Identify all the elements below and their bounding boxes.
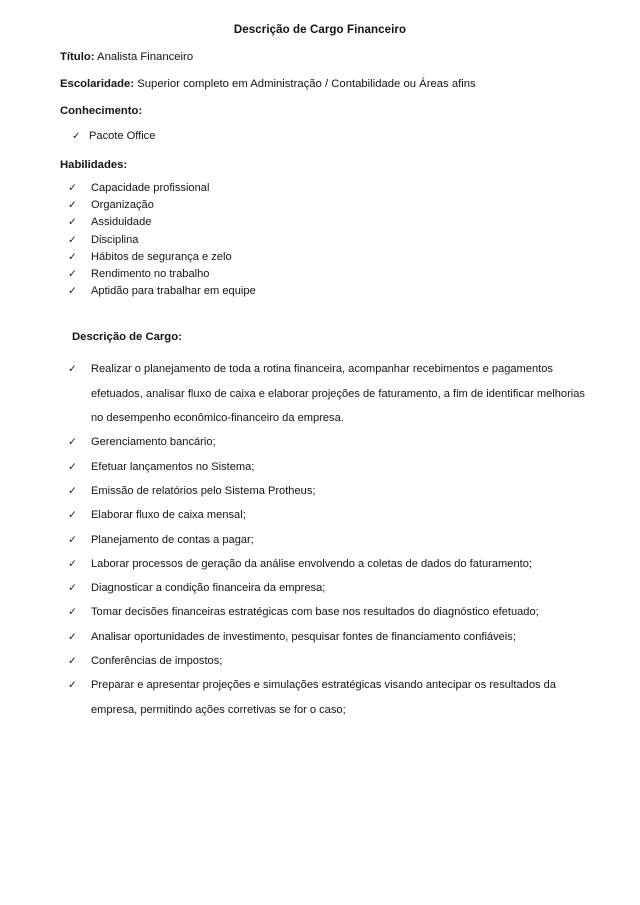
list-item bbox=[68, 430, 585, 454]
list-item-label: Pacote Office bbox=[89, 130, 156, 142]
list-item-label: Emissão de relatórios pelo Sistema Protheus; bbox=[91, 484, 316, 497]
list-item bbox=[72, 128, 640, 145]
job-description-list bbox=[0, 357, 640, 721]
field-titulo bbox=[60, 51, 640, 63]
list-item-label: Realizar o planejamento de toda a rotina financeira, acompanhar recebimentos e pagamentos efetuados, analisar fluxo de caixa e elaborar projeções de faturamento, a fim de identificar melhorias no desempenho econômico-financeiro da empresa. bbox=[91, 363, 585, 425]
checkmark-icon: ✓ bbox=[68, 285, 77, 298]
section-heading-descricao-de-cargo: Descrição de Cargo: bbox=[72, 331, 182, 344]
skills-list bbox=[0, 180, 640, 300]
checkmark-icon: ✓ bbox=[68, 606, 77, 619]
list-item bbox=[68, 600, 585, 624]
list-item-label: Conferências de impostos; bbox=[91, 654, 223, 667]
list-item bbox=[68, 455, 585, 479]
list-item-label: Organização bbox=[91, 199, 154, 212]
list-item bbox=[68, 479, 585, 503]
list-item bbox=[68, 197, 640, 214]
checkmark-icon: ✓ bbox=[68, 363, 77, 376]
list-item-label: Analisar oportunidades de investimento, pesquisar fontes de financiamento confiáveis; bbox=[91, 630, 516, 643]
list-item-label: Rendimento no trabalho bbox=[91, 268, 210, 281]
checkmark-icon: ✓ bbox=[68, 216, 77, 229]
checkmark-icon: ✓ bbox=[68, 484, 77, 497]
checkmark-icon: ✓ bbox=[68, 509, 77, 522]
list-item bbox=[68, 283, 640, 300]
section-heading-habilidades: Habilidades: bbox=[60, 159, 128, 171]
checkmark-icon: ✓ bbox=[68, 182, 77, 194]
list-item-label: Elaborar fluxo de caixa mensal; bbox=[91, 509, 246, 522]
list-item bbox=[68, 552, 585, 576]
section-heading-conhecimento: Conhecimento: bbox=[60, 105, 143, 117]
checkmark-icon: ✓ bbox=[68, 233, 77, 246]
list-item-label: Efetuar lançamentos no Sistema; bbox=[91, 460, 255, 473]
checkmark-icon: ✓ bbox=[68, 679, 77, 692]
field-escolaridade bbox=[60, 78, 640, 90]
list-item-label: Hábitos de segurança e zelo bbox=[91, 250, 232, 263]
field-escolaridade-value: Superior completo em Administração / Contabilidade ou Áreas afins bbox=[134, 78, 476, 90]
checkmark-icon: ✓ bbox=[68, 250, 77, 263]
list-item bbox=[68, 503, 585, 527]
checkmark-icon: ✓ bbox=[68, 654, 77, 667]
checkmark-icon: ✓ bbox=[68, 436, 77, 449]
list-item-label: Tomar decisões financeiras estratégicas com base nos resultados do diagnóstico efetuado; bbox=[91, 606, 539, 619]
checkmark-icon: ✓ bbox=[68, 460, 77, 473]
checkmark-icon: ✓ bbox=[68, 582, 77, 595]
checkmark-icon: ✓ bbox=[68, 630, 77, 643]
list-item-label: Laborar processos de geração da análise envolvendo a coletas de dados do faturamento; bbox=[91, 557, 532, 570]
list-item-label: Disciplina bbox=[91, 233, 139, 246]
list-item bbox=[68, 266, 640, 283]
list-item bbox=[68, 180, 640, 197]
list-item bbox=[68, 625, 585, 649]
list-item-label: Gerenciamento bancário; bbox=[91, 436, 216, 449]
list-item-label: Planejamento de contas a pagar; bbox=[91, 533, 254, 546]
list-item bbox=[68, 576, 585, 600]
list-item bbox=[68, 528, 585, 552]
list-item-label: Assiduidade bbox=[91, 216, 152, 229]
checkmark-icon: ✓ bbox=[72, 131, 81, 142]
checkmark-icon: ✓ bbox=[68, 268, 77, 281]
field-titulo-value: Analista Financeiro bbox=[94, 51, 194, 63]
checkmark-icon: ✓ bbox=[68, 557, 77, 570]
checkmark-icon: ✓ bbox=[68, 199, 77, 212]
list-item bbox=[68, 214, 640, 231]
list-item bbox=[68, 649, 585, 673]
list-item bbox=[68, 232, 640, 249]
list-item-label: Preparar e apresentar projeções e simulações estratégicas visando antecipar os resultados da empresa, permitindo ações corretivas se for o caso; bbox=[91, 679, 556, 716]
knowledge-list bbox=[0, 128, 640, 145]
list-item bbox=[68, 357, 585, 430]
field-titulo-label: Título: bbox=[60, 51, 95, 63]
checkmark-icon: ✓ bbox=[68, 533, 77, 546]
list-item-label: Aptidão para trabalhar em equipe bbox=[91, 285, 256, 298]
list-item bbox=[68, 249, 640, 266]
list-item-label: Diagnosticar a condição financeira da empresa; bbox=[91, 582, 326, 595]
list-item bbox=[68, 673, 585, 722]
list-item-label: Capacidade profissional bbox=[91, 182, 210, 194]
field-escolaridade-label: Escolaridade: bbox=[60, 78, 135, 90]
page-title: Descrição de Cargo Financeiro bbox=[233, 24, 407, 36]
